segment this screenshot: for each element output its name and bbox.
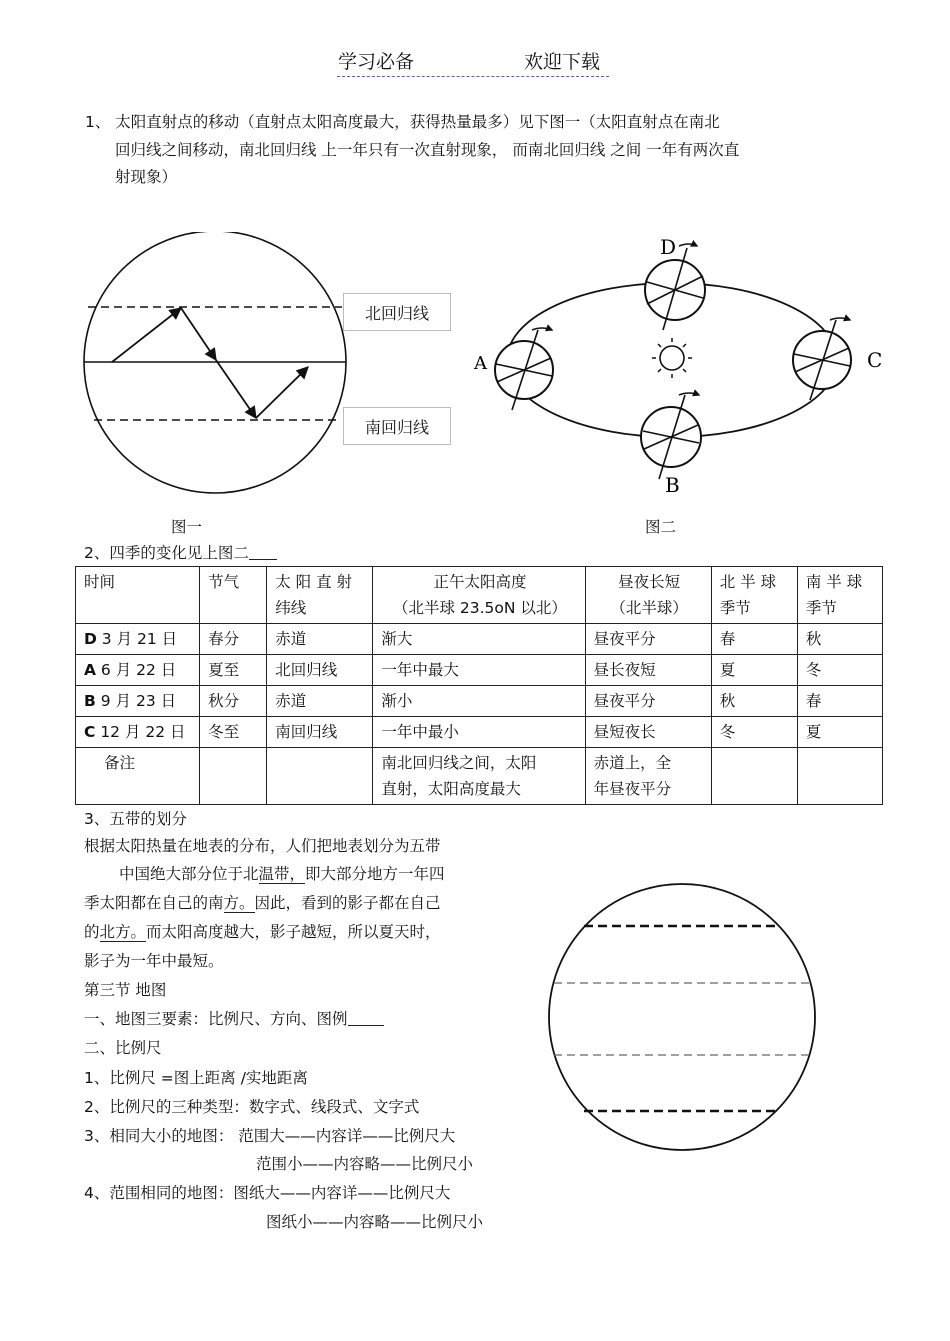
section2-title-text: 2、四季的变化见上图二 [84,544,249,562]
th-south: 南 半 球 季节 [797,567,882,624]
figure2-diagram [462,230,902,510]
th-term: 节气 [200,567,267,624]
table-row: B 9 月 23 日 秋分 赤道 渐小 昼夜平分 秋 春 [76,686,883,717]
table-row: C 12 月 22 日 冬至 南回归线 一年中最小 昼短夜长 冬 夏 [76,717,883,748]
label-south-tropic: 南回归线 [343,407,451,445]
earth-b [641,393,701,479]
th-north: 北 半 球 季节 [711,567,797,624]
section2-title [84,540,277,566]
scale-item-2: 2、比例尺的三种类型：数字式、线段式、文字式 [84,1098,420,1116]
label-a: A [474,353,487,374]
label-d: D [660,235,677,259]
table-note-row: 备注 南北回归线之间，太阳 直射，太阳高度最大 赤道上，全 年昼夜平分 [76,748,883,805]
section3-line4: 的北方。而太阳高度越大，影子越短，所以夏天时， [84,923,441,941]
arrow-up-1 [112,308,181,362]
five-zones-diagram [544,880,824,1158]
figure1-caption: 图一 [171,518,203,536]
scale-item-1: 1、比例尺 =图上距离 /实地距离 [84,1069,308,1087]
scale-item-4a: 4、范围相同的地图：图纸大——内容详——比例尺大 [84,1184,451,1202]
scale-item-3a: 3、相同大小的地图： 范围大——内容详——比例尺大 [84,1127,456,1145]
section3-title: 3、五带的划分 [84,810,187,828]
table-row: D 3 月 21 日 春分 赤道 渐大 昼夜平分 春 秋 [76,624,883,655]
header-right: 欢迎下载 [524,51,601,73]
figure2-caption: 图二 [645,518,677,536]
earth-a [495,328,553,410]
label-north-tropic: 北回归线 [343,293,451,331]
th-time: 时间 [76,567,200,624]
map-section-title: 第三节 地图 [84,981,167,999]
table-row: A 6 月 22 日 夏至 北回归线 一年中最大 昼长夜短 夏 冬 [76,655,883,686]
th-lat: 太 阳 直 射 纬线 [267,567,373,624]
seasons-table [75,566,883,805]
section1-line2: 回归线之间移动，南北回归线 上一年只有一次直射现象， 而南北回归线 之间 一年有两次直 [115,141,740,159]
header-left: 学习必备 [338,51,415,73]
section3-line5: 影子为一年中最短。 [84,952,224,970]
table-header-row [76,567,883,624]
header-underline [337,76,609,77]
arrow-up-2 [256,367,308,418]
th-height: 正午太阳高度 （北半球 23.5oN 以北） [373,567,585,624]
section3-line1: 根据太阳热量在地表的分布，人们把地表划分为五带 [84,837,441,855]
label-b: B [665,473,680,497]
earth-c [793,318,851,400]
map-elements: 一、地图三要素：比例尺、方向、图例 [84,1006,384,1032]
label-c: C [867,348,883,372]
scale-item-4b: 图纸小——内容略——比例尺小 [266,1213,484,1231]
section1-line3: 射现象） [115,168,178,186]
section3-line3: 季太阳都在自己的南方。因此，看到的影子都在自己 [84,894,441,912]
th-daylength: 昼夜长短 （北半球） [585,567,711,624]
sun-icon [652,338,692,378]
arrow-down-1 [181,308,216,360]
scale-title: 二、比例尺 [84,1039,162,1057]
section3-line2: 中国绝大部分位于北温带，即大部分地方一年四 [119,865,445,883]
arrow-down-2 [216,360,256,418]
section1-line1: 1、 太阳直射点的移动（直射点太阳高度最大，获得热量最多）见下图一（太阳直射点在南北 [85,113,720,131]
figure1-diagram [80,232,360,502]
scale-item-3b: 范围小——内容略——比例尺小 [256,1155,474,1173]
